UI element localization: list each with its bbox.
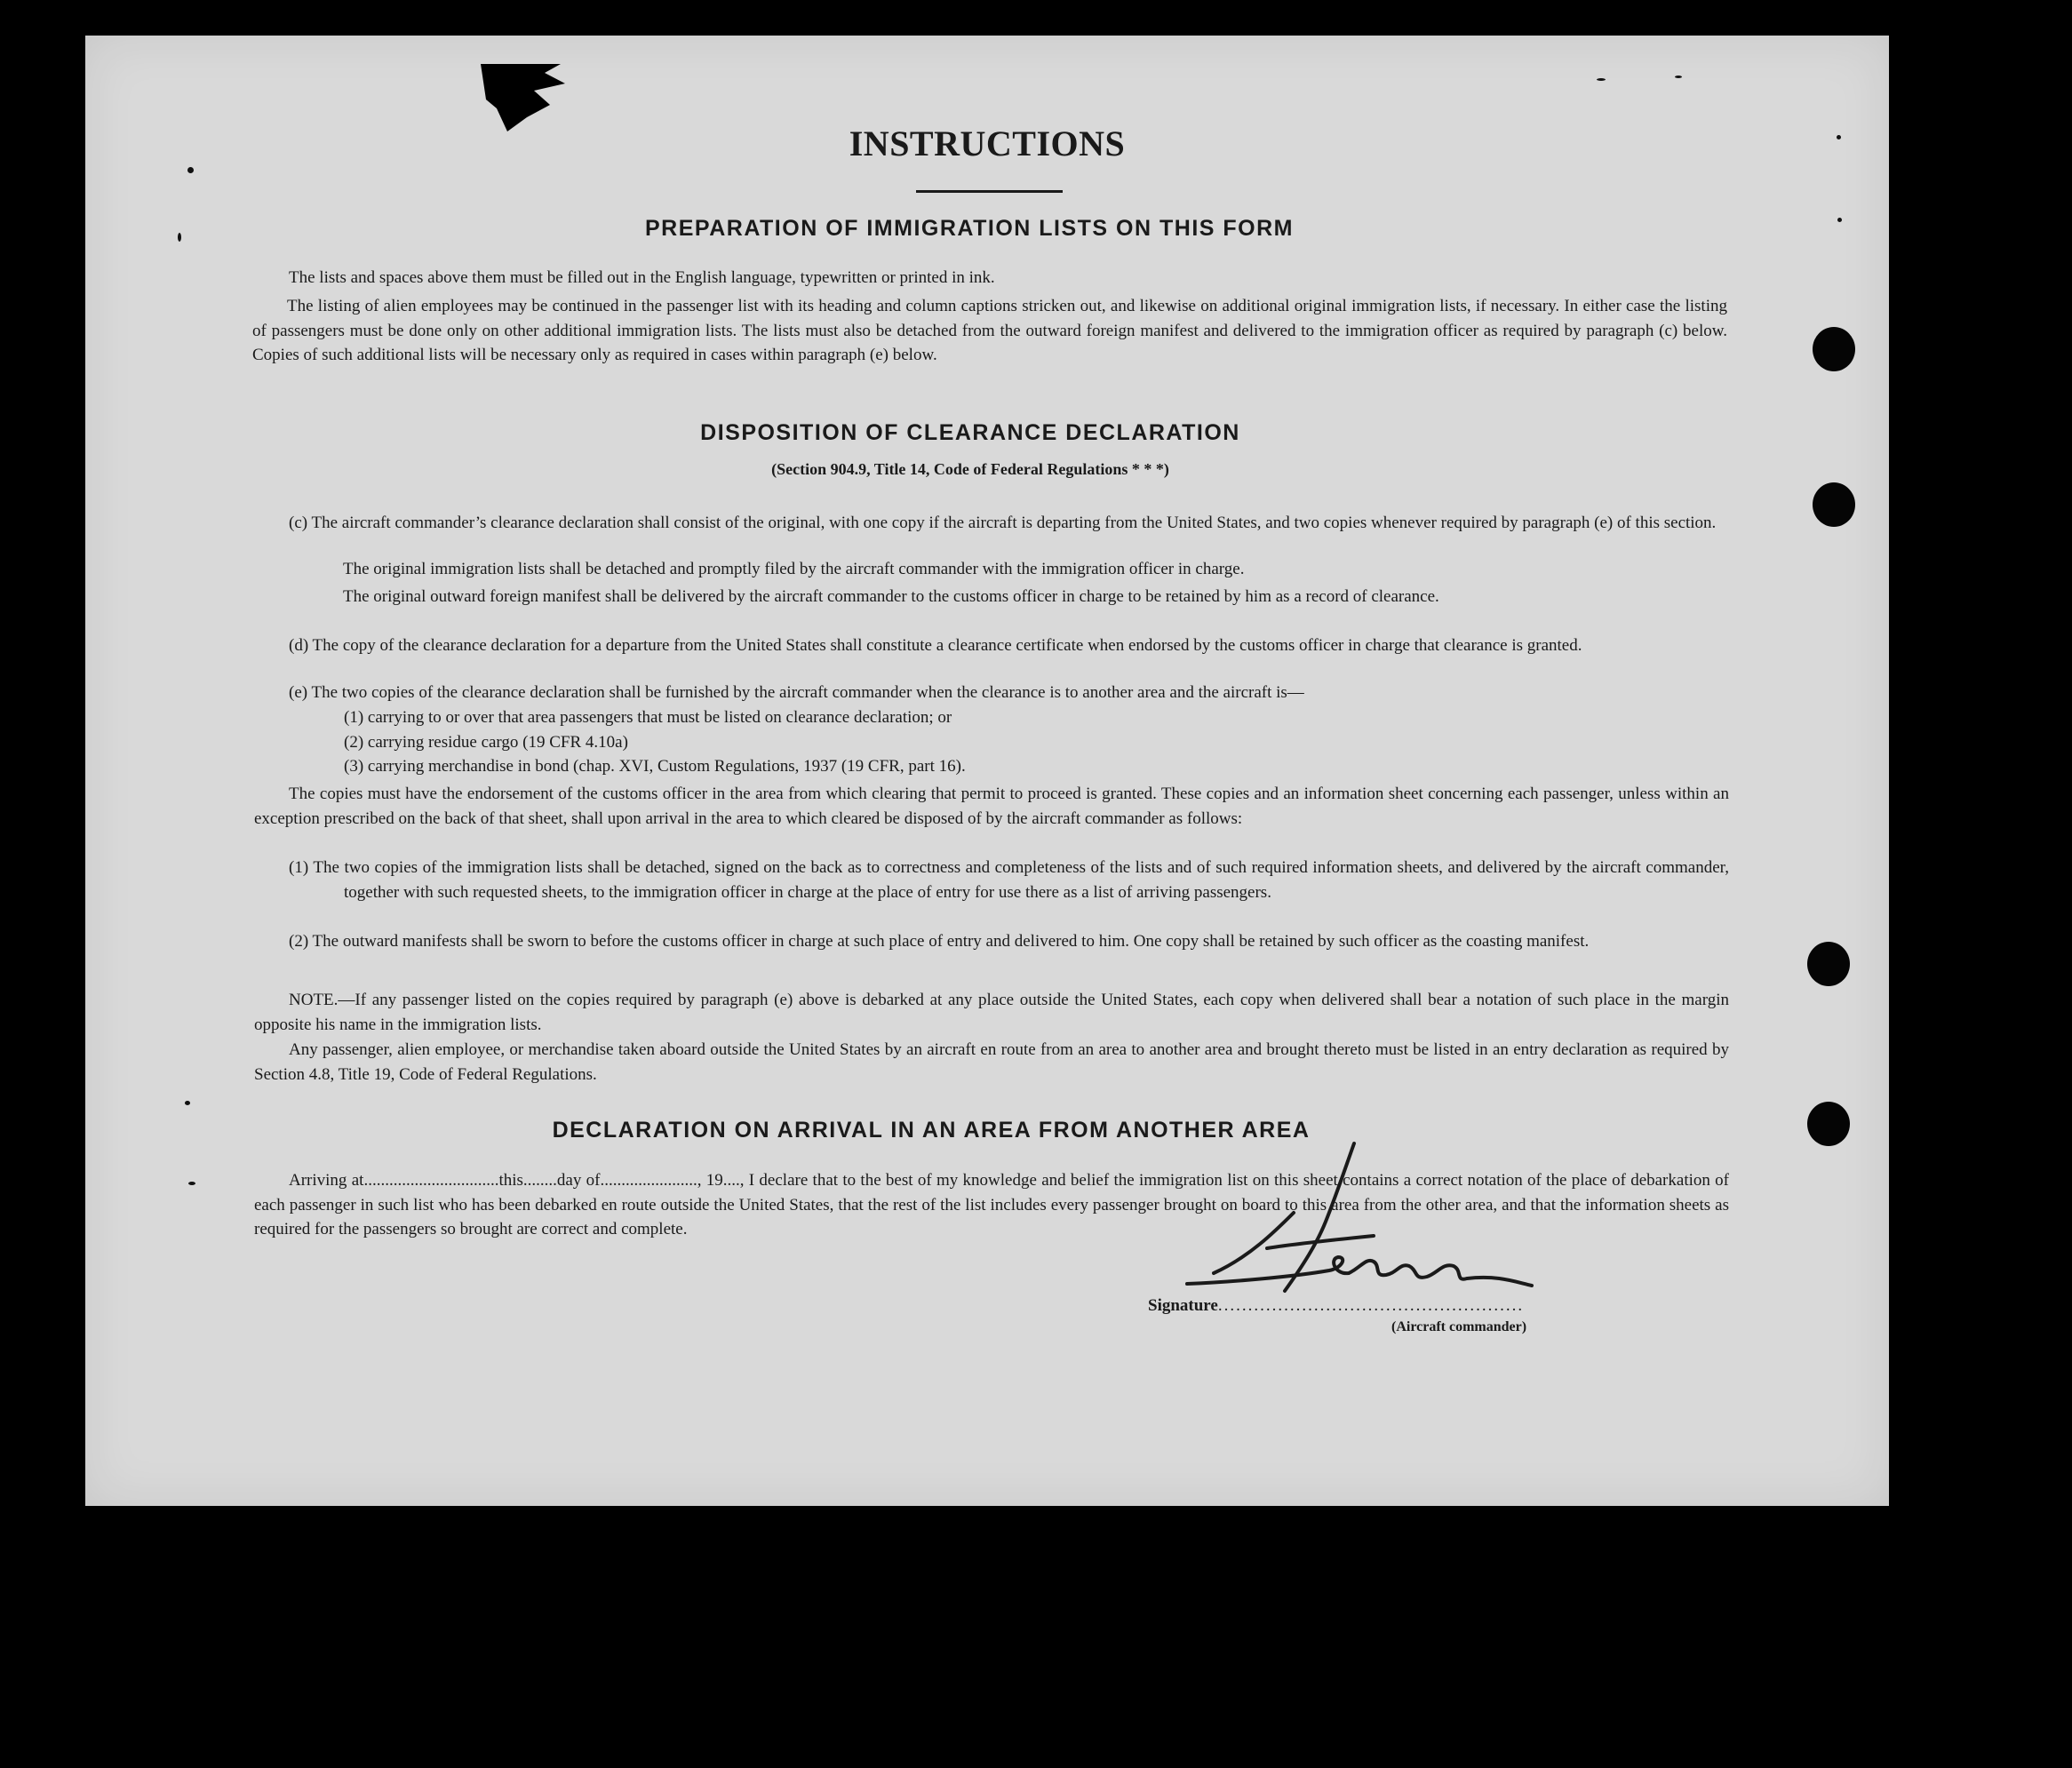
disposition-subheading: (Section 904.9, Title 14, Code of Federal Regulations * * *) — [771, 460, 1169, 478]
signature-dots: ................................................... — [1217, 1296, 1525, 1315]
copies-paragraph: The copies must have the endorsement of the customs officer in the area from which clearing that permit to proceed is granted. These copies and an information sheet concerning each passenger, unless within an exception prescribed on the back of that sheet, shall upon arrival in the area to which cleared be disposed of by the aircraft commander as follows: — [254, 784, 1729, 828]
note-paragraph: NOTE.—If any passenger listed on the copies required by paragraph (e) above is debarked at any place outside the United States, each copy when delivered shall bear a notation of such place in the margin opposite his name in the immigration lists. — [254, 991, 1729, 1034]
any-passenger-paragraph: Any passenger, alien employee, or merchandise taken aboard outside the United States by an aircraft en route from an area to another area and brought thereto must be listed in an entry declaration as required by Section 4.8, Title 19, Code of Federal Regulations. — [254, 1040, 1729, 1084]
signature-label: Signature — [1148, 1296, 1218, 1315]
punch-hole — [1807, 942, 1850, 986]
clause-e-2: (2) carrying residue cargo (19 CFR 4.10a) — [344, 733, 628, 752]
preparation-paragraph-1: The lists and spaces above them must be filled out in the English language, typewritten or printed in ink. — [289, 268, 995, 287]
speck — [1675, 76, 1682, 78]
page-title: INSTRUCTIONS — [849, 123, 1126, 163]
clause-e-1: (1) carrying to or over that area passengers that must be listed on clearance declaration; or — [344, 708, 952, 727]
speck — [188, 1182, 195, 1185]
declaration-heading: DECLARATION ON ARRIVAL IN AN AREA FROM ANOTHER AREA — [552, 1118, 1311, 1143]
clause-c-original-manifest: The original outward foreign manifest shall be delivered by the aircraft commander to the customs officer in charge to be retained by him as a record of clearance. — [343, 587, 1439, 606]
speck — [185, 1101, 190, 1105]
disposition-heading: DISPOSITION OF CLEARANCE DECLARATION — [700, 420, 1240, 445]
punch-hole — [1807, 1102, 1850, 1146]
clause-c: (c) The aircraft commander’s clearance declaration shall consist of the original, with one copy if the aircraft is departing from the United States, and two copies whenever required by paragraph (e) of this section. — [289, 514, 1717, 532]
handwritten-signature — [1160, 1133, 1534, 1310]
preparation-paragraph-2: The listing of alien employees may be continued in the passenger list with its heading and column captions stricken out, and likewise on additional original immigration lists, if necessary. In either case the listing of passengers must be done only on other additional immigration lists. The lists must also be detached from the outward foreign manifest and delivered to the immigration officer as required by paragraph (c) below. Copies of such additional lists will be necessary only as required in cases within paragraph (e) below. — [252, 297, 1727, 365]
punch-hole — [1813, 327, 1855, 371]
title-rule — [916, 190, 1063, 193]
punch-hole — [1813, 482, 1855, 527]
declaration-paragraph: Arriving at................................this........day of......................., 19...., I declare that to the best of my knowledge and belief the immigration list on this sheet contains a correct notation of the place of debarkation of each passenger in such list who has been debarked en route outside the United States, that the rest of the list includes every passenger brought on board to this area from the other area, and that the information sheets as required for the passengers so brought are correct and complete. — [254, 1171, 1729, 1239]
disposal-item-1: (1) The two copies of the immigration lists shall be detached, signed on the back as to correctness and completeness of the lists and of such required information sheets, and delivered by the aircraft commander, together with such requested sheets, to the immigration officer in charge at the place of entry for use there as a list of arriving passengers. — [289, 858, 1729, 902]
preparation-heading: PREPARATION OF IMMIGRATION LISTS ON THIS FORM — [645, 216, 1294, 241]
clause-c-original-lists: The original immigration lists shall be detached and promptly filed by the aircraft commander with the immigration officer in charge. — [343, 560, 1245, 578]
signature-caption: (Aircraft commander) — [1391, 1319, 1527, 1334]
speck — [187, 167, 194, 173]
clause-d: (d) The copy of the clearance declaration for a departure from the United States shall constitute a clearance certificate when endorsed by the customs officer in charge that clearance is granted. — [289, 636, 1582, 655]
clause-e-3: (3) carrying merchandise in bond (chap. XVI, Custom Regulations, 1937 (19 CFR, part 16). — [344, 757, 966, 776]
disposal-item-2: (2) The outward manifests shall be sworn to before the customs officer in charge at such place of entry and delivered to him. One copy shall be retained by such officer as the coasting manifest. — [289, 932, 1590, 951]
speck — [1597, 78, 1606, 81]
clause-e: (e) The two copies of the clearance declaration shall be furnished by the aircraft commander when the clearance is to another area and the aircraft is— — [289, 683, 1304, 702]
document-sheet — [85, 36, 1889, 1506]
